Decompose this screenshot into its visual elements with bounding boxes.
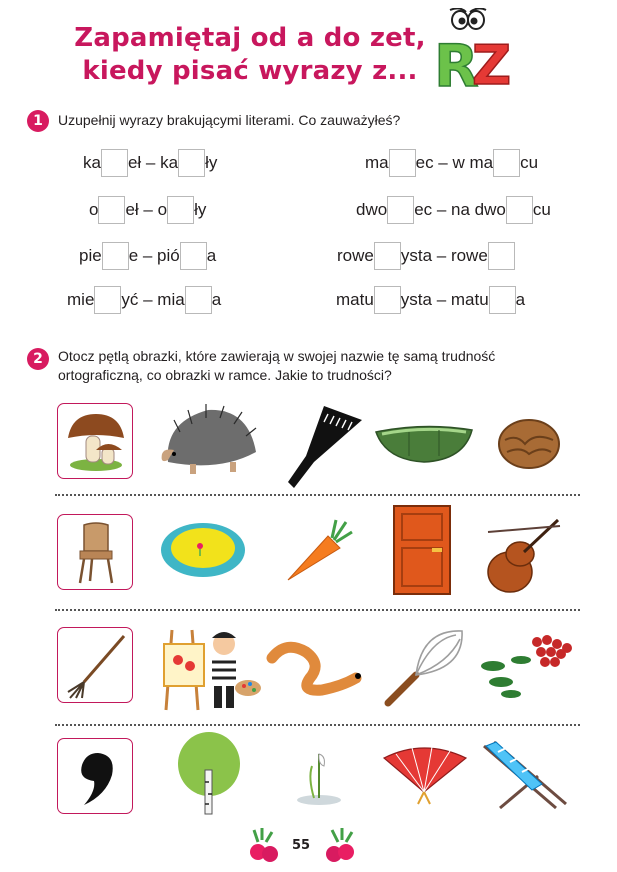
word-part: ec – w ma: [415, 153, 494, 172]
word-part: o: [89, 200, 99, 219]
painter-icon[interactable]: [162, 620, 262, 714]
word-part: yć – mia: [121, 290, 185, 309]
comb-icon[interactable]: [284, 402, 364, 490]
word-part: a: [211, 290, 222, 309]
radish-icon: [248, 828, 286, 864]
snowdrop-icon[interactable]: [294, 742, 344, 806]
word-part: eł – ka: [127, 153, 179, 172]
task-2-badge: 2: [27, 348, 49, 370]
page-title: [60, 22, 440, 88]
row-divider: [55, 609, 580, 611]
exercise-row: [336, 285, 525, 315]
blank-field[interactable]: [102, 242, 129, 270]
blank-field[interactable]: [98, 196, 125, 224]
picture-frame: [57, 627, 133, 703]
exercise-row: [67, 285, 221, 315]
blank-field[interactable]: [387, 196, 414, 224]
blank-field[interactable]: [101, 149, 128, 177]
row-divider: [55, 724, 580, 726]
door-icon[interactable]: [392, 504, 452, 596]
logo-letter-r: R: [434, 32, 479, 93]
blank-field[interactable]: [488, 242, 515, 270]
title-line-1: Zapamiętaj od a do zet,: [74, 23, 426, 53]
blank-field[interactable]: [178, 149, 205, 177]
deckchair-icon[interactable]: [480, 738, 572, 812]
word-part: e – pió: [128, 246, 180, 265]
picture-frame: [57, 514, 133, 590]
task-1-badge: 1: [27, 110, 49, 132]
blank-field[interactable]: [489, 286, 516, 314]
boat-icon[interactable]: [374, 420, 474, 466]
rz-logo: [430, 8, 520, 93]
comma-icon[interactable]: [76, 751, 116, 807]
blank-field[interactable]: [185, 286, 212, 314]
whisk-icon[interactable]: [382, 623, 468, 709]
word-part: ły: [194, 200, 207, 219]
word-part: pie: [79, 246, 102, 265]
word-part: mie: [67, 290, 95, 309]
blank-field[interactable]: [493, 149, 520, 177]
word-part: ysta – matu: [400, 290, 489, 309]
word-part: eł – o: [125, 200, 168, 219]
title-line-2: kiedy pisać wyrazy z...: [82, 56, 418, 86]
word-part: ysta – rowe: [400, 246, 488, 265]
task-2-instruction: [58, 347, 495, 385]
blank-field[interactable]: [180, 242, 207, 270]
word-part: ma: [365, 153, 389, 172]
chair-icon[interactable]: [76, 521, 118, 585]
word-part: a: [515, 290, 526, 309]
word-part: a: [206, 246, 217, 265]
word-part: cu: [532, 200, 551, 219]
snake-icon[interactable]: [266, 638, 366, 696]
radish-icon: [318, 828, 356, 864]
page-number: 55: [292, 838, 311, 853]
exercise-row: [89, 195, 206, 225]
exercise-row: [337, 241, 515, 271]
task-2-instruction-line-1: Otocz pętlą obrazki, które zawierają w swojej nazwie tę samą trudność: [58, 348, 496, 364]
row-divider: [55, 494, 580, 496]
blank-field[interactable]: [389, 149, 416, 177]
rowan-icon[interactable]: [481, 630, 575, 702]
word-part: ły: [205, 153, 218, 172]
fan-icon[interactable]: [382, 744, 468, 806]
word-part: dwo: [356, 200, 388, 219]
word-part: ec – na dwo: [414, 200, 506, 219]
exercise-row: [356, 195, 551, 225]
word-part: rowe: [337, 246, 374, 265]
mushroom-icon[interactable]: [66, 410, 126, 472]
blank-field[interactable]: [506, 196, 533, 224]
hedgehog-icon[interactable]: [160, 402, 260, 478]
brush-icon[interactable]: [66, 634, 126, 700]
picture-frame: [57, 738, 133, 814]
exercise-row: [79, 241, 216, 271]
word-part: cu: [520, 153, 539, 172]
task-2-instruction-line-2: ortograficzną, co obrazki w ramce. Jakie to trudności?: [58, 367, 392, 383]
violin-icon[interactable]: [484, 514, 564, 596]
blank-field[interactable]: [167, 196, 194, 224]
carrot-icon[interactable]: [284, 518, 354, 584]
exercise-row: [365, 148, 538, 178]
blank-field[interactable]: [374, 242, 401, 270]
word-part: ka: [83, 153, 101, 172]
logo-letter-z: Z: [472, 34, 512, 93]
exercise-row: [83, 148, 217, 178]
birch-icon[interactable]: [176, 730, 242, 816]
blank-field[interactable]: [374, 286, 401, 314]
walnut-icon[interactable]: [497, 418, 561, 470]
task-1-instruction: Uzupełnij wyrazy brakującymi literami. Co zauważyłeś?: [58, 112, 401, 128]
word-part: matu: [336, 290, 374, 309]
blank-field[interactable]: [94, 286, 121, 314]
picture-frame: [57, 403, 133, 479]
plate-icon[interactable]: [160, 520, 246, 578]
